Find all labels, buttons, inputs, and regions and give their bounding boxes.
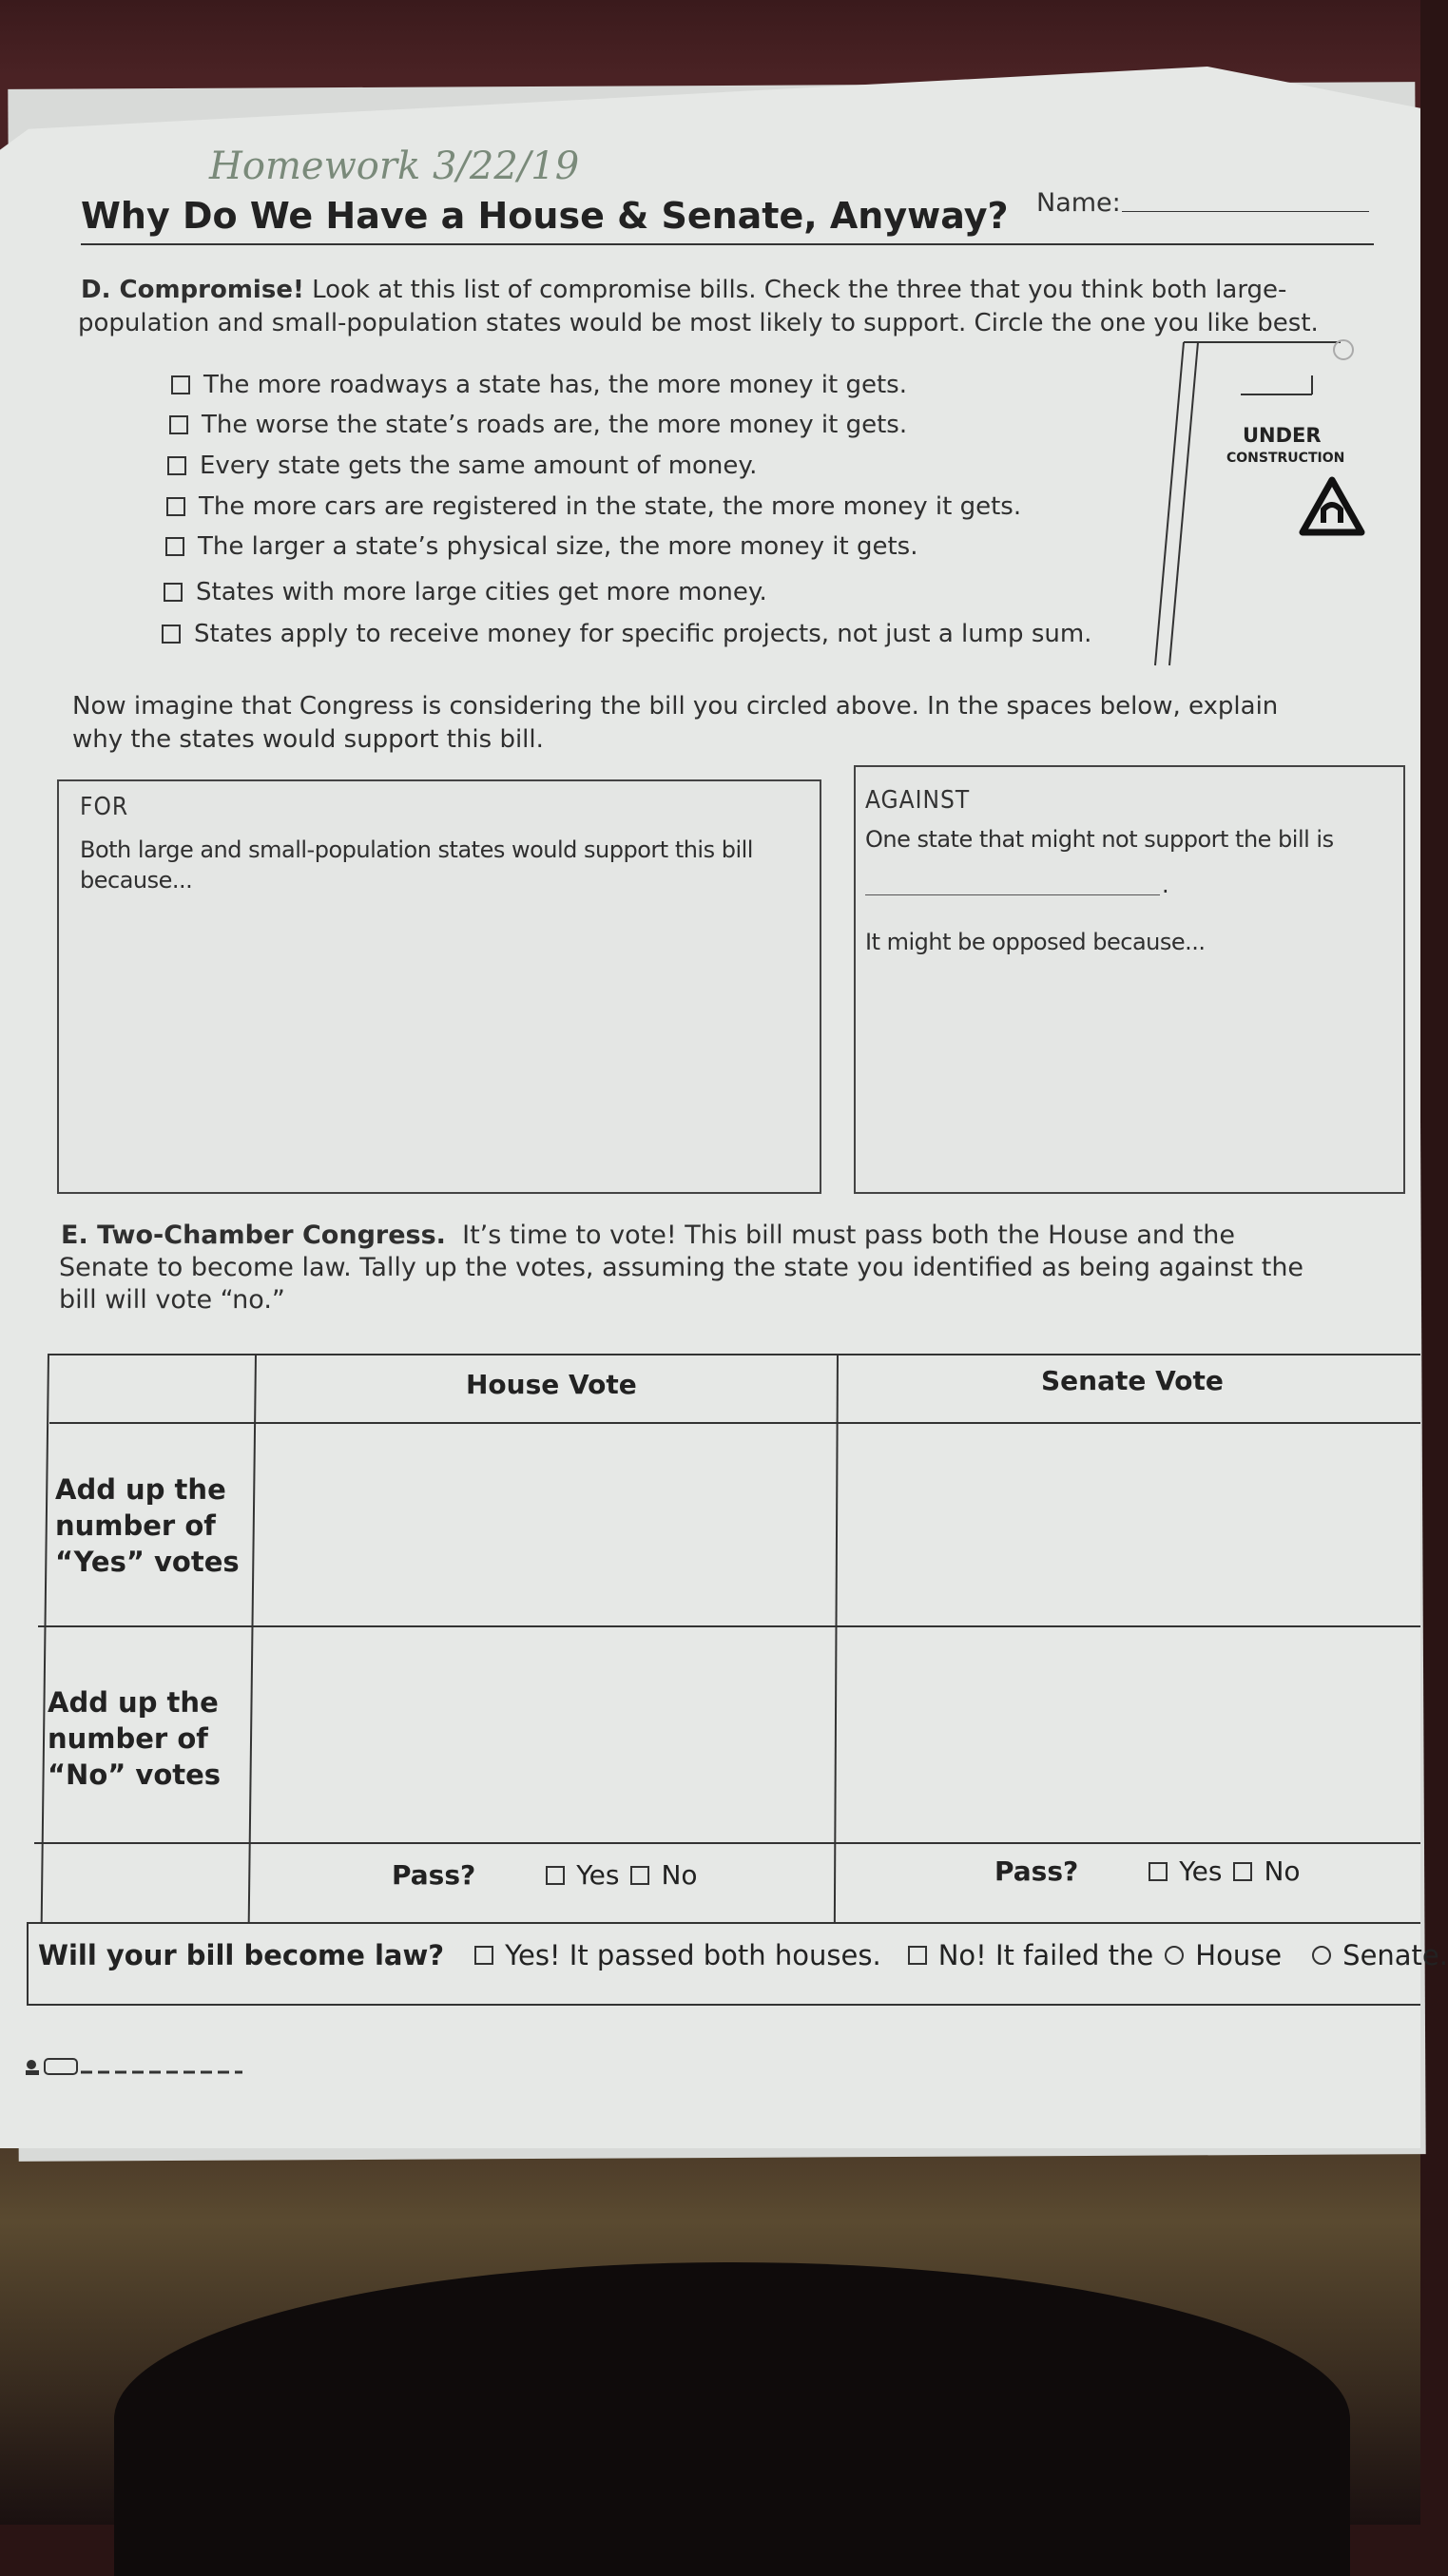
law-row bbox=[38, 1939, 1448, 1971]
law-no-checkbox-icon[interactable] bbox=[908, 1946, 927, 1965]
page-title: Why Do We Have a House & Senate, Anyway? bbox=[81, 195, 1009, 237]
section-e-line1 bbox=[61, 1221, 1235, 1250]
senate-pass-yes-label: Yes bbox=[1179, 1855, 1223, 1887]
law-house-radio-icon[interactable] bbox=[1165, 1946, 1184, 1965]
checkbox-icon[interactable] bbox=[167, 456, 186, 475]
house-pass-no-checkbox-icon[interactable] bbox=[630, 1866, 649, 1885]
checkbox-icon[interactable] bbox=[166, 497, 185, 516]
against-line3: It might be opposed because... bbox=[865, 929, 1206, 955]
table-row-line-3 bbox=[34, 1842, 1420, 1844]
law-row-left bbox=[27, 1922, 29, 2006]
imagine-line2: why the states would support this bill. bbox=[72, 725, 544, 754]
bill-option-3[interactable] bbox=[167, 452, 757, 480]
bill-option-label: The more roadways a state has, the more money it gets. bbox=[203, 371, 907, 399]
section-d-intro: Look at this list of compromise bills. Check the three that you think both large- bbox=[312, 276, 1287, 304]
no-row-label: Add up the number of “No” votes bbox=[48, 1686, 222, 1791]
senate-no-cell[interactable] bbox=[840, 1627, 1419, 1840]
senate-pass-yes-checkbox-icon[interactable] bbox=[1149, 1862, 1168, 1881]
yes-row-label: Add up the number of “Yes” votes bbox=[55, 1473, 240, 1578]
bill-option-label: Every state gets the same amount of money. bbox=[200, 452, 758, 480]
publisher-logo-icon bbox=[24, 2051, 242, 2080]
checkbox-icon[interactable] bbox=[162, 625, 181, 644]
imagine-line1: Now imagine that Congress is considering the bill you circled above. In the spaces below, explain bbox=[72, 692, 1279, 721]
against-line1: One state that might not support the bill is bbox=[865, 826, 1334, 853]
for-heading: FOR bbox=[80, 793, 129, 821]
senate-pass-label: Pass? bbox=[994, 1855, 1079, 1887]
bill-option-7[interactable] bbox=[162, 620, 1091, 648]
bill-option-label: The more cars are registered in the state, the more money it gets. bbox=[199, 492, 1022, 521]
checkbox-icon[interactable] bbox=[164, 583, 183, 602]
law-senate-label: Senate. bbox=[1342, 1939, 1448, 1971]
against-heading: AGAINST bbox=[865, 786, 971, 815]
senate-pass-no-checkbox-icon[interactable] bbox=[1233, 1862, 1252, 1881]
bill-option-label: States apply to receive money for specific projects, not just a lump sum. bbox=[194, 620, 1092, 648]
law-house-label: House bbox=[1195, 1939, 1283, 1971]
name-line[interactable] bbox=[1122, 211, 1369, 212]
checkbox-icon[interactable] bbox=[171, 375, 190, 394]
bill-option-label: The worse the state’s roads are, the more money it gets. bbox=[202, 411, 908, 439]
senate-pass-no-label: No bbox=[1264, 1855, 1301, 1887]
against-box[interactable] bbox=[854, 765, 1405, 1194]
section-e-line3: bill will vote “no.” bbox=[59, 1285, 285, 1315]
law-row-bottom bbox=[27, 2004, 1420, 2006]
name-label: Name: bbox=[1036, 188, 1121, 218]
for-box[interactable] bbox=[57, 779, 821, 1194]
bill-option-4[interactable] bbox=[166, 492, 1021, 521]
house-pass-label: Pass? bbox=[392, 1859, 476, 1891]
checkbox-icon[interactable] bbox=[169, 415, 188, 434]
house-pass-no-label: No bbox=[661, 1859, 698, 1891]
senate-vote-header: Senate Vote bbox=[1041, 1365, 1224, 1396]
for-line1: Both large and small-population states would support this bill bbox=[80, 836, 753, 863]
house-pass-yes-checkbox-icon[interactable] bbox=[546, 1866, 565, 1885]
section-e-heading: E. Two-Chamber Congress. bbox=[61, 1221, 446, 1250]
law-yes-checkbox-icon[interactable] bbox=[474, 1946, 493, 1965]
table-border-bottom bbox=[29, 1922, 1420, 1924]
house-no-cell[interactable] bbox=[259, 1627, 835, 1840]
section-d-line2: population and small-population states would be most likely to support. Circle the one you like best. bbox=[78, 309, 1319, 337]
sign-text-under: UNDER bbox=[1243, 424, 1322, 447]
construction-sign-icon bbox=[1146, 333, 1374, 675]
title-underline bbox=[81, 243, 1374, 245]
against-line2-end: . bbox=[1162, 872, 1169, 898]
law-yes-label: Yes! It passed both houses. bbox=[505, 1939, 881, 1971]
for-line2: because... bbox=[80, 867, 193, 894]
bill-option-label: The larger a state’s physical size, the more money it gets. bbox=[198, 532, 918, 561]
law-senate-radio-icon[interactable] bbox=[1312, 1946, 1331, 1965]
senate-pass-row bbox=[994, 1855, 1301, 1887]
sign-text-construction: CONSTRUCTION bbox=[1226, 451, 1345, 466]
bill-option-1[interactable] bbox=[171, 371, 907, 399]
bill-option-label: States with more large cities get more money. bbox=[196, 578, 767, 606]
house-pass-row bbox=[392, 1859, 698, 1891]
house-vote-header: House Vote bbox=[466, 1369, 637, 1400]
bill-option-2[interactable] bbox=[169, 411, 907, 439]
senate-yes-cell[interactable] bbox=[840, 1424, 1419, 1624]
bill-option-6[interactable] bbox=[164, 578, 767, 606]
section-e-line2: Senate to become law. Tally up the votes, assuming the state you identified as being against the bbox=[59, 1253, 1304, 1282]
bill-option-5[interactable] bbox=[165, 532, 918, 561]
section-d-line1 bbox=[81, 276, 1286, 304]
law-question: Will your bill become law? bbox=[38, 1939, 445, 1971]
house-yes-cell[interactable] bbox=[259, 1424, 835, 1624]
state-blank-line[interactable] bbox=[865, 894, 1160, 895]
law-no-label: No! It failed the bbox=[937, 1939, 1154, 1971]
house-pass-yes-label: Yes bbox=[576, 1859, 620, 1891]
checkbox-icon[interactable] bbox=[165, 537, 184, 556]
shadow bbox=[114, 2262, 1350, 2576]
handwritten-note: Homework 3/22/19 bbox=[209, 144, 580, 188]
section-e-intro: It’s time to vote! This bill must pass both the House and the bbox=[462, 1221, 1236, 1250]
section-d-heading: D. Compromise! bbox=[81, 276, 304, 304]
